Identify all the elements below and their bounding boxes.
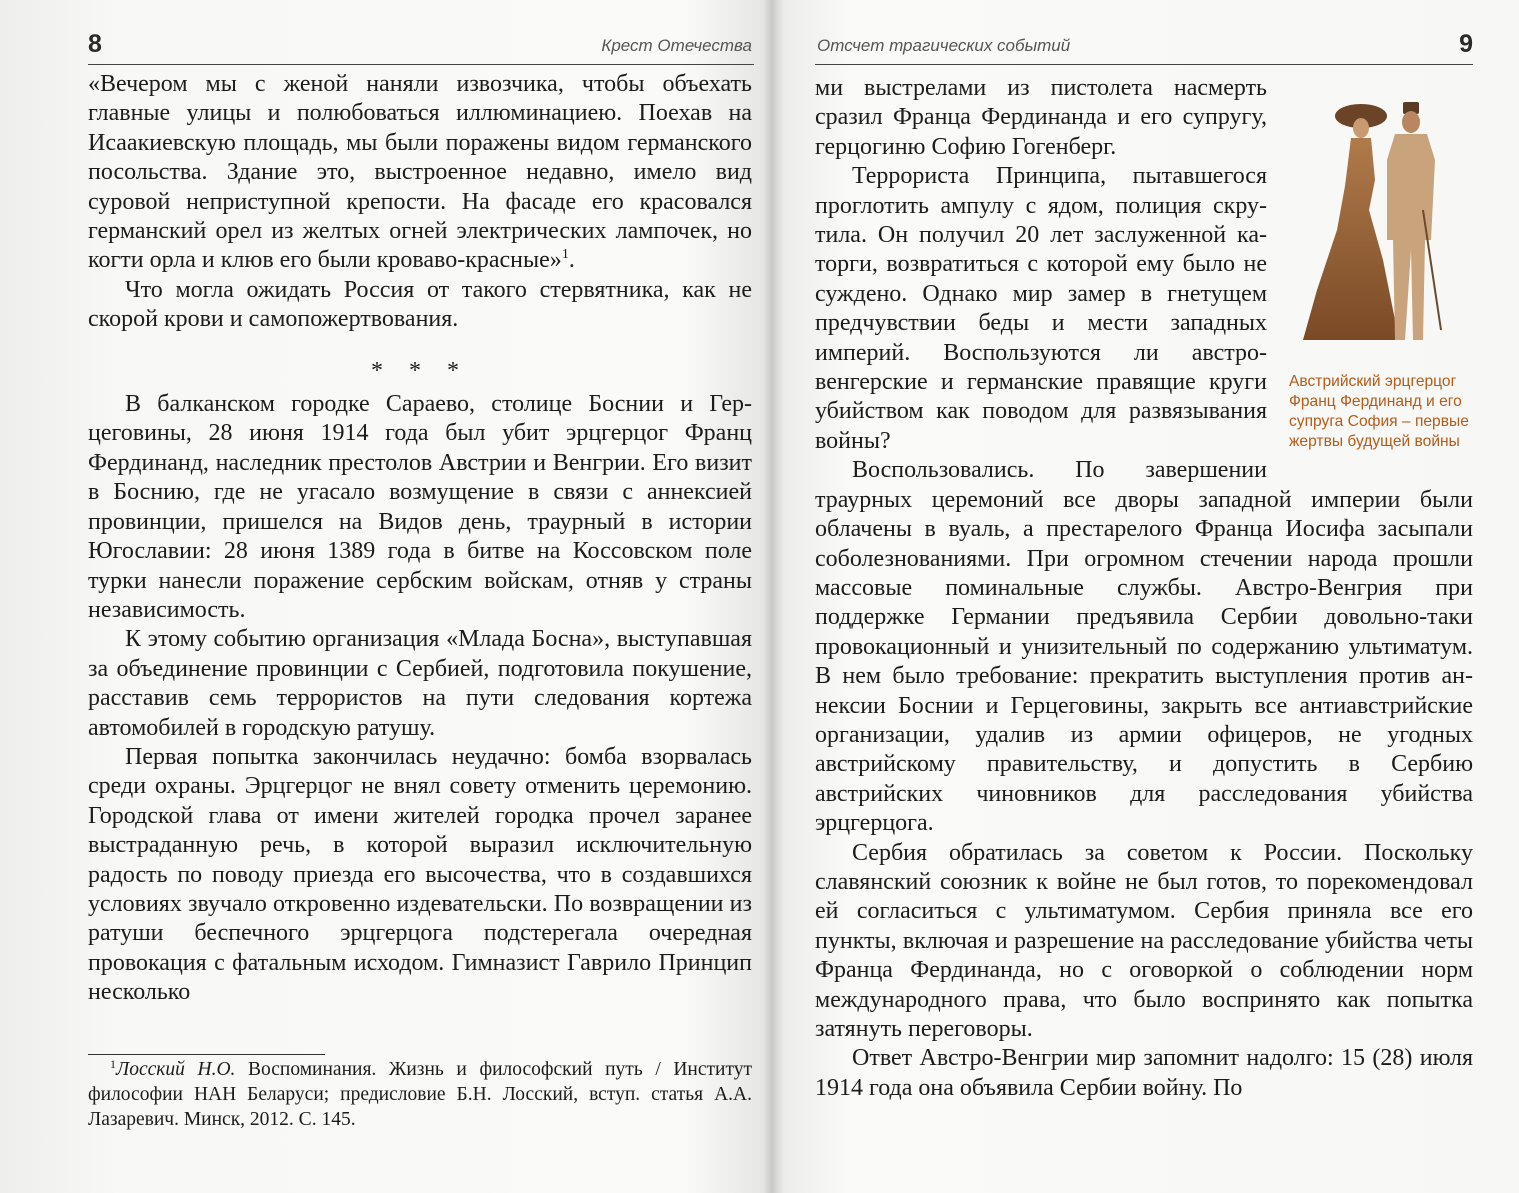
paragraph: Первая попытка закончилась неудачно: бомба взорвалась среди охраны. Эрцгерцог не внял совету отменить церемонию. Городской глава от имени жителей городка прочел заранее выстраданную речь, в которой выразил исключительную радость по поводу приезда его высочества, что в создавшихся условиях звучало откровенно издевательски. По возвращении из ратуши беспечного эрцгерцога подстерегала очередная провокация с фатальным исходом. Гимназист Гаврило Принцип несколько — [88, 743, 752, 1006]
footnote-author: Лосский Н.О. — [116, 1059, 236, 1080]
woman-head — [1353, 118, 1369, 138]
woman-dress — [1303, 138, 1399, 340]
footnote-rule — [88, 1054, 325, 1055]
paragraph: Ответ Австро-Венгрии мир запомнит надолго: 15 (28) июля 1914 года она объявила Сербии войну. По — [815, 1045, 1473, 1101]
paragraph: К этому событию организация «Млада Босна», выступавшая за объединение провинции с Сербией, подготовила покушение, расставив семь террористов на пути следования кортежа автомобилей в городскую ратушу. — [88, 626, 752, 741]
paragraph: ми выстрелами из пистолета насмерть сразил Франца Фердинанда и его супругу, герцогиню Софию Гогенберг. — [815, 75, 1267, 160]
paragraph: Воспользовались. По завершении траурных церемоний все дворы западной империи были облачены в вуаль, а престарелого Франца Иосифа засыпали соболезнованиями. При огромном стечении народа прошли массовые поминальные службы. Австро-Венгрия при поддержке Германии предъявила Сербии довольно-таки провокационный и унизительный по содержанию ультиматум. В нем было требование: прекратить выступления против аннексии Боснии и Герцеговины, закрыть все антиавстрийские организации, удалив из армии офицеров, не угодных австрийскому правительству, и допустить в Сербию австрийских чиновников для расследования убийства эрцгерцога. — [815, 457, 1473, 837]
footnote — [88, 1057, 752, 1132]
footnote-mark: 1 — [110, 1056, 116, 1071]
page-number: 8 — [88, 30, 102, 58]
right-page — [775, 0, 1519, 1193]
paragraph: Террориста Принципа, пытавшегося проглотить ампулу с ядом, полиция скрутила. Он получил 20 лет заслуженной каторги, возвратиться с которой ему было не суждено. Однако мир замер в гнетущем предчувствии беды и мести западных империй. Воспользуются ли австро-венгерские и германские правящие круги убийством как поводом для развязывания войны? — [815, 163, 1267, 454]
section-separator: * * * — [371, 357, 469, 384]
paragraph: Что могла ожидать Россия от такого стервятника, как не скорой крови и самопожертвования. — [88, 276, 752, 333]
running-title: Крест Отечества — [601, 36, 752, 55]
figure-caption: Австрийский эрцгерцог Франц Фердинанд и его супруга София – первые жертвы будущей войны — [1289, 373, 1469, 450]
running-title: Отсчет трагических событий — [817, 36, 1071, 55]
footnote-reference: 1 — [561, 247, 569, 263]
left-page-header — [88, 30, 754, 65]
man-head — [1402, 111, 1420, 133]
man-sword — [1423, 210, 1441, 330]
left-page-body — [88, 70, 752, 1008]
paragraph: Сербия обратилась за советом к России. Поскольку славянский союзник к войне не был готов, то порекомендовал ей согласиться с ультиматумом. Сербия приняла все его пункты, включая и разрешение на расследование убийства четы Франца Фердинанда, но с оговоркой о соблюдении норм международного права, что было воспринято как попытка затянуть переговоры. — [815, 839, 1473, 1042]
footnote-text: Воспоминания. Жизнь и философский путь / Институт философии НАН Беларуси; предисловие Б.Н. Лосский, вступ. статья А.А. Лазаревич. Минск, 2012. С. 145. — [88, 1059, 752, 1130]
quote-paragraph: «Вечером мы с женой наняли извозчика, чтобы объехать главные улицы и полюбоваться иллюминациею. Поехав на Исаакиевскую площадь, мы были поражены видом германского посольства. Здание это, выстроенное недавно, имело вид суровой неприступной крепости. На фасаде его красовался германский орел из желтых огней электрических лампочек, но когти орла и клюв его были кроваво-красные»$^1$. — [88, 71, 752, 274]
paragraph: В балканском городке Сараево, столице Боснии и Герцеговины, 28 июня 1914 года был убит эрцгерцог Франц Фердинанд, наследник престолов Австрии и Венгрии. Его визит в Боснию, где не угасало возмущение в связи с аннексией провинции, пришелся на Видов день, траурный в истории Югославии: 28 июня 1389 года в битве на Коссовском поле турки нанесли поражение сербским войскам, отняв у страны независимость. — [88, 391, 752, 623]
right-page-header — [815, 30, 1473, 65]
page-number: 9 — [1459, 30, 1473, 58]
historical-photo — [1303, 90, 1469, 342]
